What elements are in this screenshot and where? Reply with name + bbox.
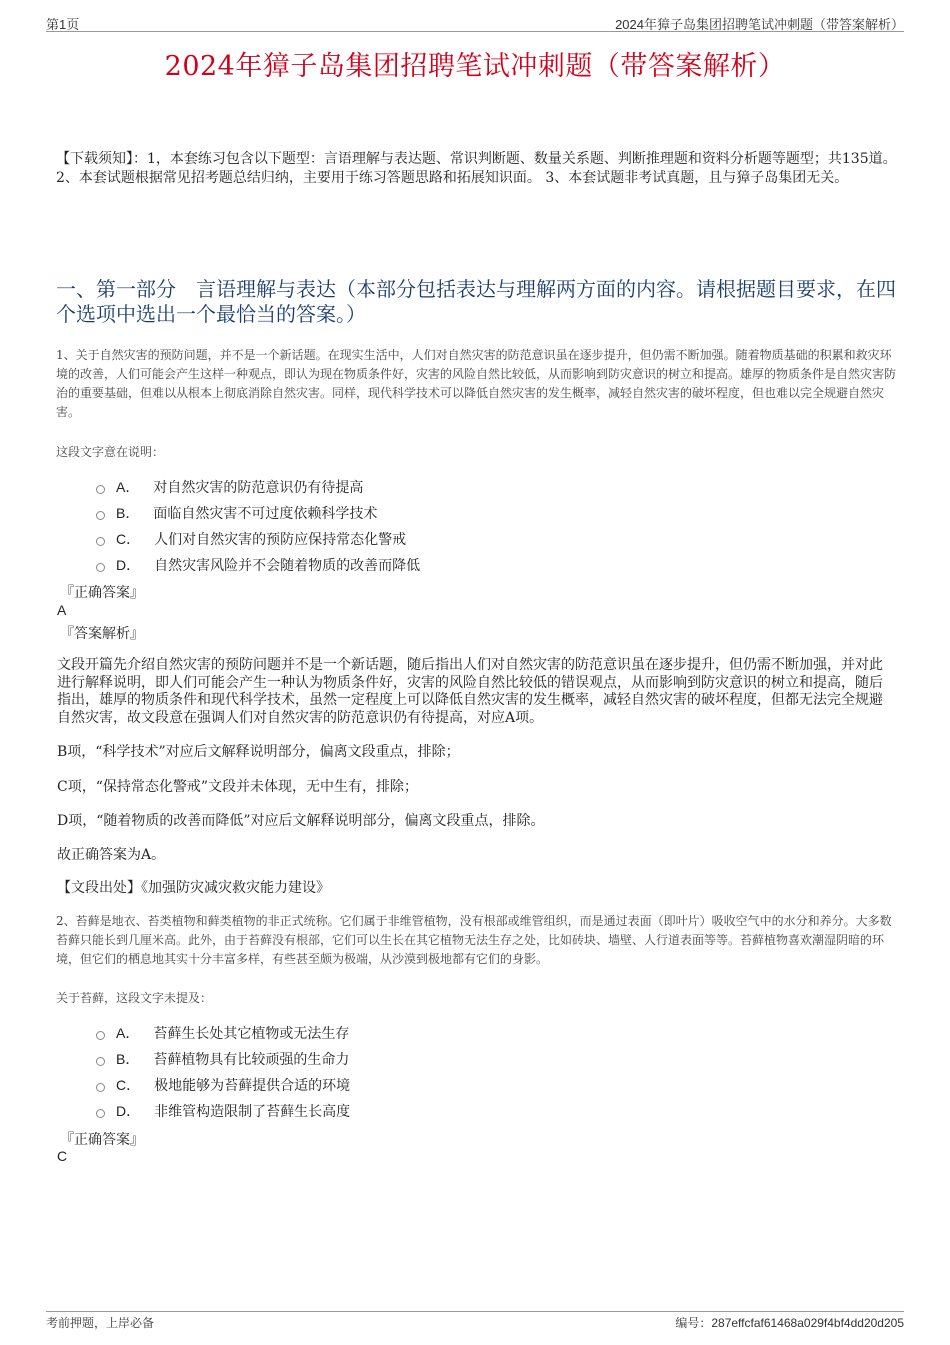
q1-answer-label: 『正确答案』	[60, 585, 144, 601]
option-letter: B．	[116, 505, 140, 521]
option-text: 极地能够为苔藓提供合适的环境	[154, 1078, 351, 1094]
option-letter: D．	[116, 1103, 141, 1119]
option-letter: A．	[116, 479, 140, 495]
q1-analysis-label: 『答案解析』	[60, 626, 144, 642]
question-2-prompt: 关于苔藓，这段文字未提及：	[56, 991, 213, 1005]
q1-option-b[interactable]	[96, 503, 377, 523]
q2-answer-label: 『正确答案』	[60, 1132, 144, 1148]
header-divider	[46, 31, 904, 32]
q2-option-a[interactable]	[96, 1023, 349, 1043]
q1-option-c[interactable]	[96, 529, 406, 549]
radio-icon[interactable]	[96, 1057, 105, 1066]
footer-divider	[46, 1311, 904, 1312]
q2-option-c[interactable]	[96, 1075, 350, 1095]
q1-option-d-note: D项，“随着物质的改善而降低”对应后文解释说明部分，偏离文段重点，排除。	[57, 813, 545, 829]
footer-slogan: 考前押题，上岸必备	[46, 1316, 155, 1330]
radio-icon[interactable]	[96, 511, 105, 520]
option-letter: B．	[116, 1051, 140, 1067]
q2-option-b[interactable]	[96, 1049, 349, 1069]
q1-option-b-note: B项，“科学技术”对应后文解释说明部分，偏离文段重点，排除；	[57, 744, 460, 760]
option-letter: C．	[116, 531, 141, 547]
q1-conclusion: 故正确答案为A。	[57, 847, 166, 863]
option-text: 非维管构造限制了苔藓生长高度	[154, 1104, 351, 1120]
q1-option-a[interactable]	[96, 477, 363, 497]
option-text: 面临自然灾害不可过度依赖科学技术	[153, 506, 378, 522]
option-letter: D．	[116, 557, 141, 573]
question-1-text: 1、关于自然灾害的预防问题，并不是一个新话题。在现实生活中，人们对自然灾害的防范意识虽在逐步提升，但仍需不断加强。随着物质基础的积累和救灾环境的改善，人们可能会产生这样一种观点，即认为现在物质条件好，灾害的风险自然比较低，从而影响到防灾意识的树立和提高。雄厚的物质条件是自然灾害防治的重要基础，但难以从根本上彻底消除自然灾害。同样，现代科学技术可以降低自然灾害的发生概率，减轻自然灾害的破坏程度，但也难以完全规避自然灾害。	[56, 348, 897, 419]
option-letter: A．	[116, 1025, 140, 1041]
radio-icon[interactable]	[96, 1109, 105, 1118]
document-id: 编号：287effcfaf61468a029f4bf4dd20d205	[675, 1316, 904, 1330]
option-letter: C．	[116, 1077, 141, 1093]
option-text: 苔藓生长处其它植物或无法生存	[153, 1026, 350, 1042]
option-text: 自然灾害风险并不会随着物质的改善而降低	[154, 558, 421, 574]
document-title: 2024年獐子岛集团招聘笔试冲刺题（带答案解析）	[164, 51, 786, 82]
q1-source: 【文段出处】《加强防灾减灾救灾能力建设》	[57, 880, 330, 896]
q2-option-d[interactable]	[96, 1101, 350, 1121]
download-notice: 【下载须知】：1，本套练习包含以下题型：言语理解与表达题、常识判断题、数量关系题、判断推理题和资料分析题等题型；共135道。 2、本套试题根据常见招考题总结归纳，主要用于练习答题思路和拓展知识面。 3、本套试题非考试真题，且与獐子岛集团无关。	[56, 151, 897, 186]
radio-icon[interactable]	[96, 1031, 105, 1040]
radio-icon[interactable]	[96, 563, 105, 572]
page-number: 第1页	[46, 17, 80, 32]
q1-analysis: 文段开篇先介绍自然灾害的预防问题并不是一个新话题，随后指出人们对自然灾害的防范意识虽在逐步提升，但仍需不断加强，并对此进行解释说明，即人们可能会产生一种认为物质条件好，灾害的风险自然比较低的错误观点，从而影响到防灾意识的树立和提高，随后指出，雄厚的物质条件和现代科学技术，虽然一定程度上可以降低自然灾害的发生概率，减轻自然灾害的破坏程度，但都无法完全规避自然灾害，故文段意在强调人们对自然灾害的防范意识仍有待提高，对应A项。	[57, 657, 883, 726]
q1-answer: A	[57, 602, 67, 618]
running-title: 2024年獐子岛集团招聘笔试冲刺题（带答案解析）	[615, 17, 904, 32]
question-2-text: 2、苔藓是地衣、苔类植物和藓类植物的非正式统称。它们属于非维管植物，没有根部或维管组织，而是通过表面（即叶片）吸收空气中的水分和养分。大多数苔藓只能长到几厘米高。此外，由于苔藓没有根部，它们可以生长在其它植物无法生存之处，比如砖块、墙壁、人行道表面等等。苔藓植物喜欢潮湿阴暗的环境，但它们的栖息地其实十分丰富多样，有些甚至颇为极端，从沙漠到极地都有它们的身影。	[56, 914, 892, 966]
question-1-prompt: 这段文字意在说明：	[56, 445, 165, 459]
section-heading: 一、第一部分 言语理解与表达（本部分包括表达与理解两方面的内容。请根据题目要求，在四个选项中选出一个最恰当的答案。）	[56, 277, 896, 326]
option-text: 苔藓植物具有比较顽强的生命力	[153, 1052, 350, 1068]
option-text: 对自然灾害的防范意识仍有待提高	[153, 480, 364, 496]
q1-option-c-note: C项，“保持常态化警戒”文段并未体现，无中生有，排除；	[57, 779, 419, 795]
option-text: 人们对自然灾害的预防应保持常态化警戒	[154, 532, 407, 548]
q2-answer: C	[57, 1148, 68, 1164]
radio-icon[interactable]	[96, 1083, 105, 1092]
radio-icon[interactable]	[96, 537, 105, 546]
radio-icon[interactable]	[96, 485, 105, 494]
q1-option-d[interactable]	[96, 555, 420, 575]
